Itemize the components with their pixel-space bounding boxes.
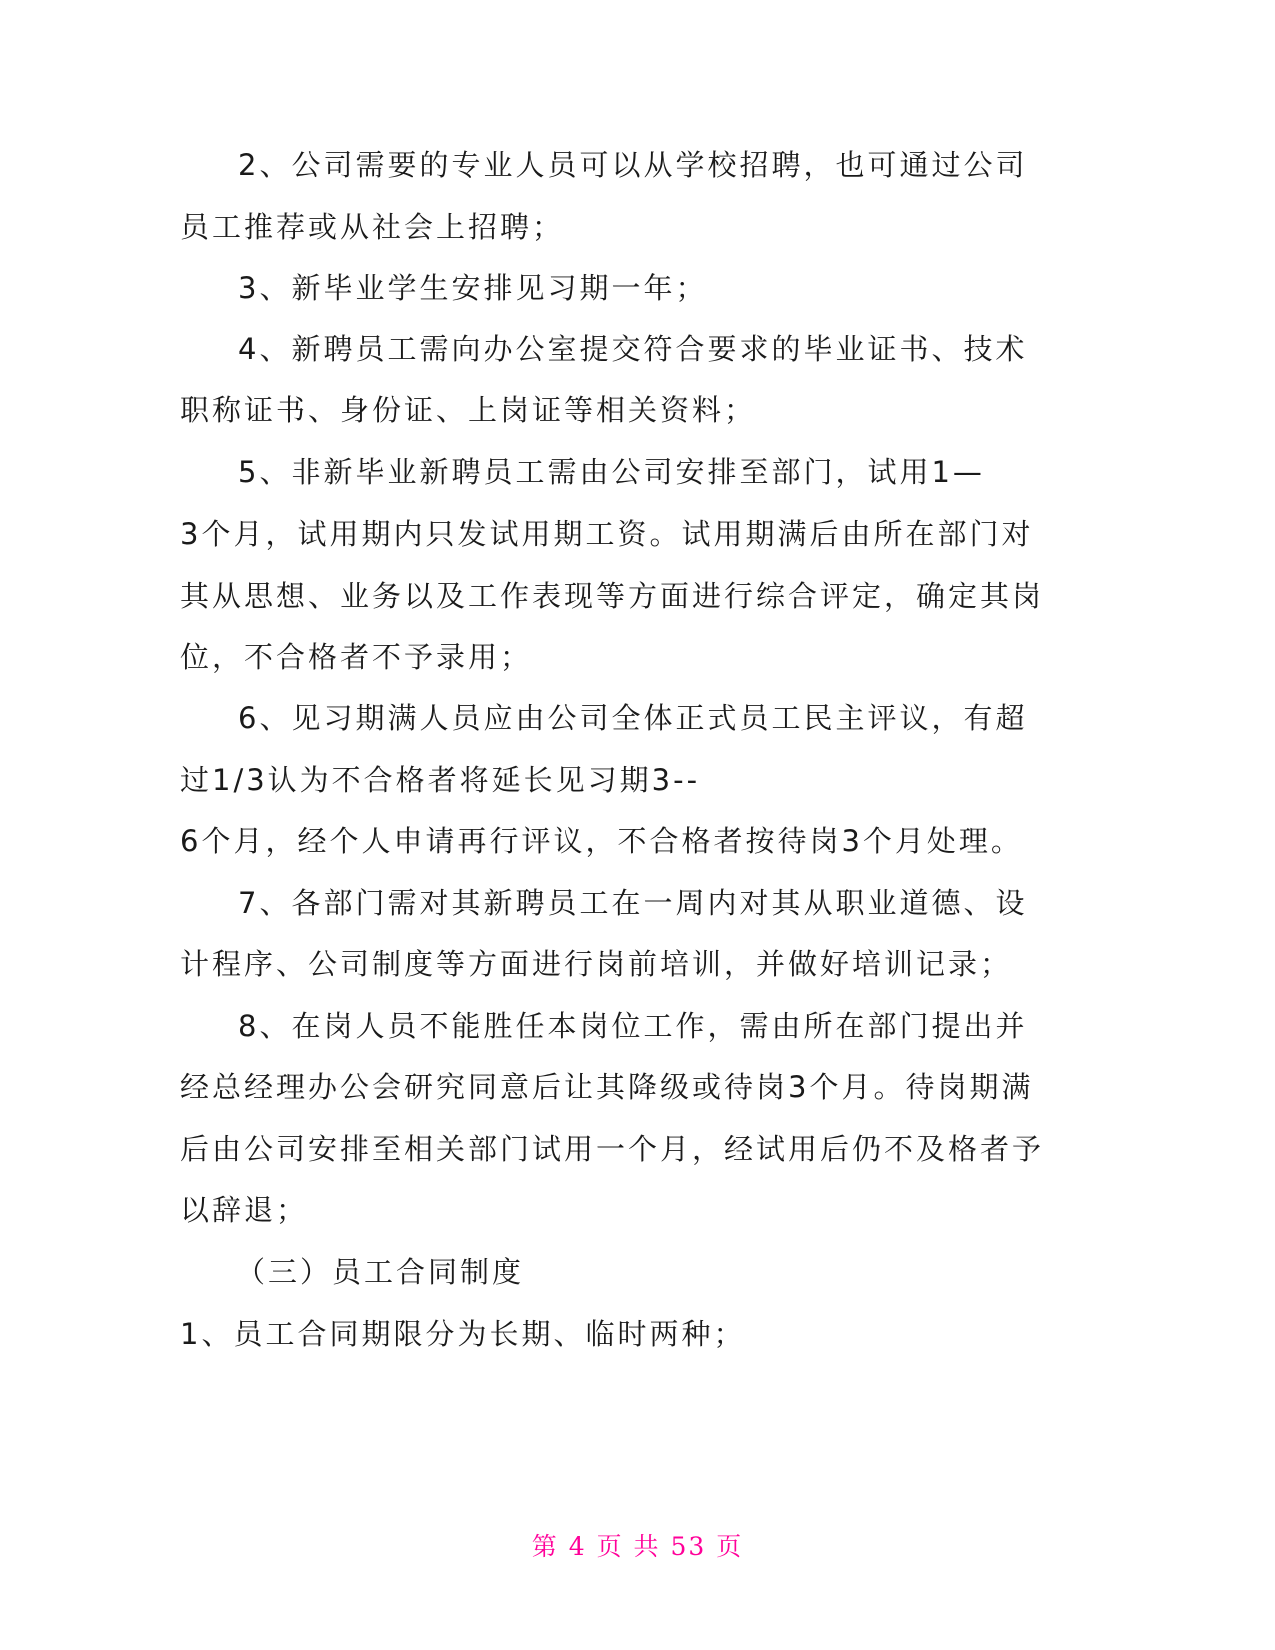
section-heading: （三）员工合同制度: [236, 1255, 525, 1289]
text-line: 1、员工合同期限分为长期、临时两种；: [180, 1317, 746, 1351]
text-line: 其从思想、业务以及工作表现等方面进行综合评定，确定其岗: [180, 579, 1045, 613]
text-line: 6、见习期满人员应由公司全体正式员工民主评议，有超: [238, 701, 1028, 735]
text-line: 7、各部门需对其新聘员工在一周内对其从职业道德、设: [238, 886, 1028, 920]
text-line: 2、公司需要的专业人员可以从学校招聘，也可通过公司: [238, 148, 1028, 182]
text-line: 职称证书、身份证、上岗证等相关资料；: [180, 393, 757, 427]
text-line: 位，不合格者不予录用；: [180, 640, 533, 674]
text-line: 后由公司安排至相关部门试用一个月，经试用后仍不及格者予: [180, 1132, 1045, 1166]
text-line: 6个月，经个人申请再行评议，不合格者按待岗3个月处理。: [180, 824, 1023, 858]
text-line: 员工推荐或从社会上招聘；: [180, 210, 565, 244]
text-line: 计程序、公司制度等方面进行岗前培训，并做好培训记录；: [180, 947, 1013, 981]
text-line: 5、非新毕业新聘员工需由公司安排至部门，试用1—: [238, 455, 985, 489]
text-line: 3、新毕业学生安排见习期一年；: [238, 271, 708, 305]
text-line: 8、在岗人员不能胜任本岗位工作，需由所在部门提出并: [238, 1009, 1028, 1043]
text-line: 经总经理办公会研究同意后让其降级或待岗3个月。待岗期满: [180, 1070, 1034, 1104]
page-number-footer: 第 4 页 共 53 页: [531, 1532, 744, 1561]
text-line: 以辞退；: [180, 1193, 309, 1227]
text-line: 过1/3认为不合格者将延长见习期3--: [180, 763, 701, 797]
text-line: 4、新聘员工需向办公室提交符合要求的毕业证书、技术: [238, 332, 1028, 366]
text-line: 3个月，试用期内只发试用期工资。试用期满后由所在部门对: [180, 517, 1034, 551]
